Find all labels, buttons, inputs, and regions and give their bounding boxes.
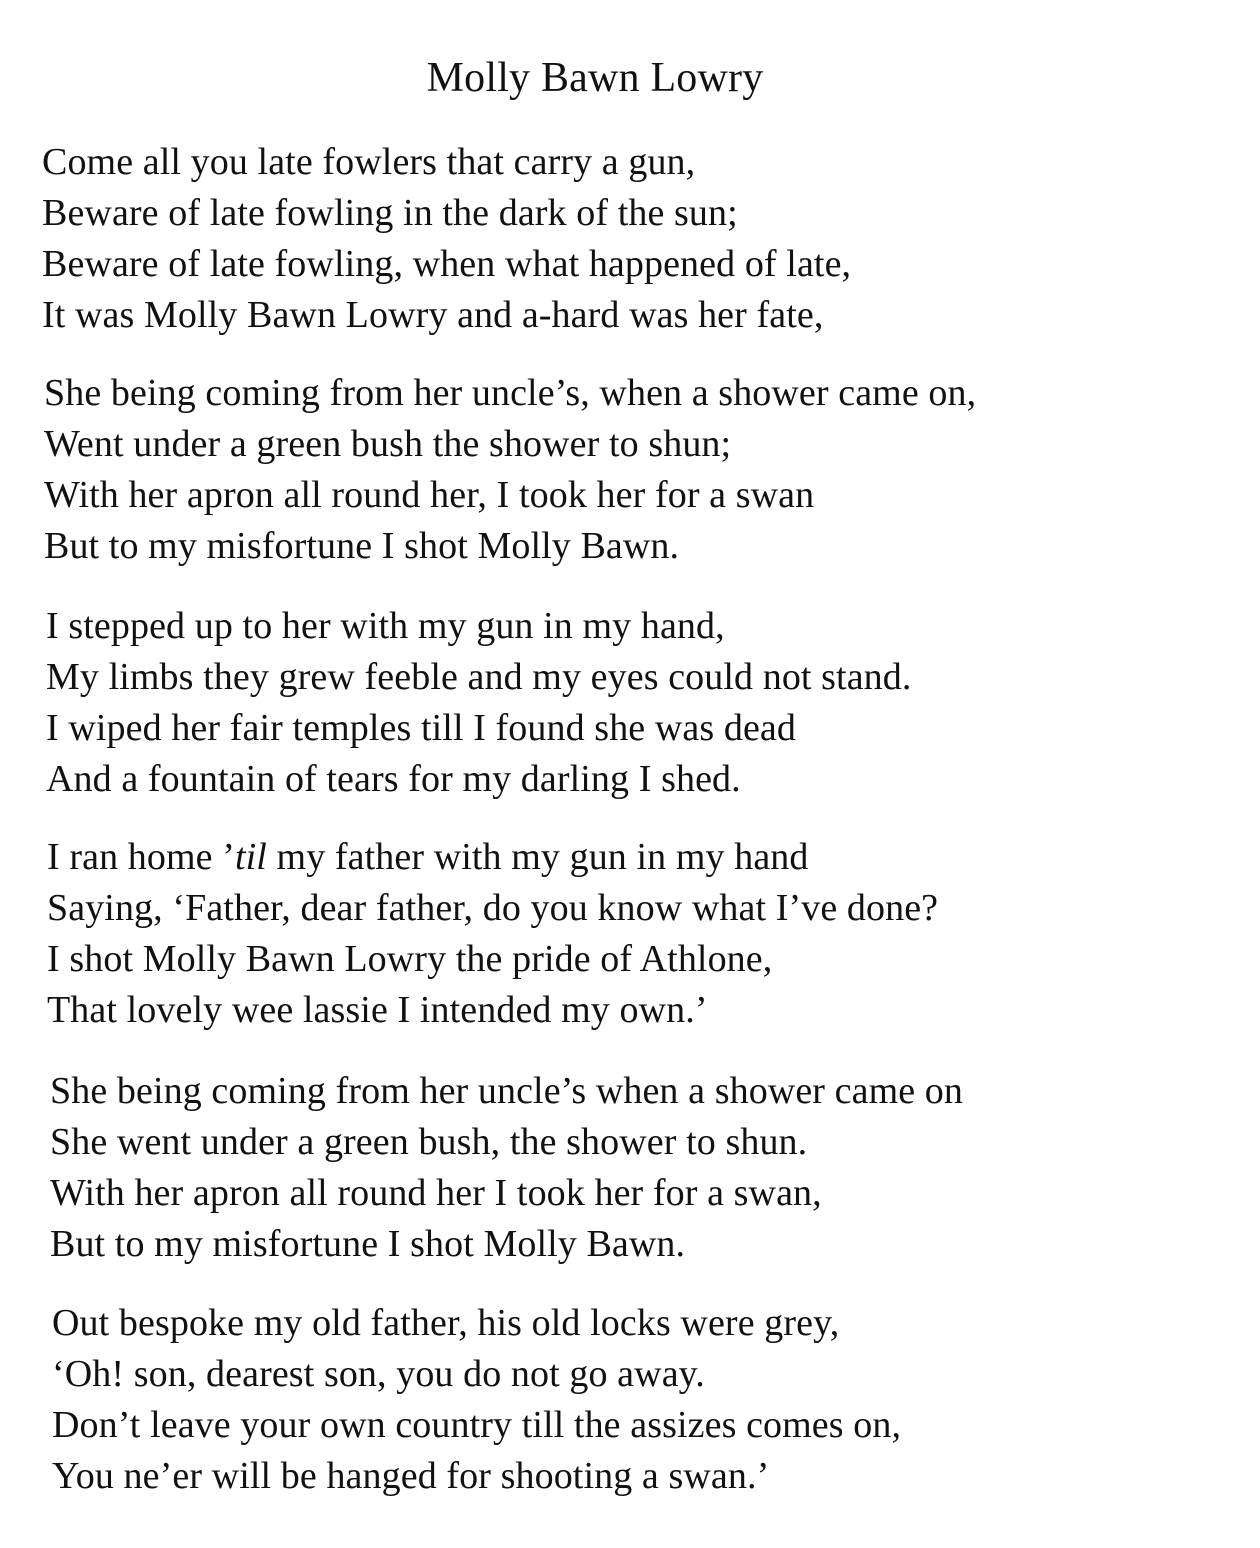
verse-line: She being coming from her uncle’s when a shower came on: [50, 1070, 964, 1112]
verse-line: Come all you late fowlers that carry a gun,: [42, 141, 696, 183]
verse-line: Saying, ‘Father, dear father, do you know what I’ve done?: [47, 887, 939, 929]
verse-text: my father with my gun in my hand: [266, 836, 809, 878]
verse-text: I ran home ’: [47, 836, 235, 878]
verse-line: You ne’er will be hanged for shooting a swan.’: [52, 1455, 770, 1497]
verse-line: Don’t leave your own country till the assizes comes on,: [52, 1404, 902, 1446]
verse-line: She went under a green bush, the shower to shun.: [50, 1121, 808, 1163]
verse-line: But to my misfortune I shot Molly Bawn.: [44, 525, 680, 567]
verse-line-with-italic: [47, 832, 938, 883]
verse-line: But to my misfortune I shot Molly Bawn.: [50, 1223, 686, 1265]
stanza-3: [46, 601, 911, 805]
verse-line: I wiped her fair temples till I found she was dead: [46, 707, 796, 749]
stanza-2: [44, 368, 976, 572]
stanza-1: [42, 137, 851, 341]
verse-line: ‘Oh! son, dearest son, you do not go away.: [52, 1353, 705, 1395]
verse-line: That lovely wee lassie I intended my own.’: [47, 989, 708, 1031]
verse-line: Went under a green bush the shower to shun;: [44, 423, 732, 465]
verse-line: With her apron all round her, I took her for a swan: [44, 474, 815, 516]
verse-line: Beware of late fowling in the dark of the sun;: [42, 192, 738, 234]
verse-line: She being coming from her uncle’s, when a shower came on,: [44, 372, 977, 414]
stanza-5: [50, 1066, 963, 1270]
stanza-4: [47, 832, 938, 1036]
stanza-6: [52, 1298, 901, 1502]
verse-line: My limbs they grew feeble and my eyes could not stand.: [46, 656, 912, 698]
verse-line: I shot Molly Bawn Lowry the pride of Athlone,: [47, 938, 773, 980]
verse-line: Out bespoke my old father, his old locks were grey,: [52, 1302, 840, 1344]
verse-line: Beware of late fowling, when what happened of late,: [42, 243, 852, 285]
verse-line: With her apron all round her I took her for a swan,: [50, 1172, 822, 1214]
verse-line: And a fountain of tears for my darling I shed.: [46, 758, 741, 800]
verse-line: It was Molly Bawn Lowry and a-hard was her fate,: [42, 294, 824, 336]
poem-title: Molly Bawn Lowry: [426, 55, 764, 101]
italic-word: til: [234, 836, 267, 878]
verse-line: I stepped up to her with my gun in my hand,: [46, 605, 725, 647]
